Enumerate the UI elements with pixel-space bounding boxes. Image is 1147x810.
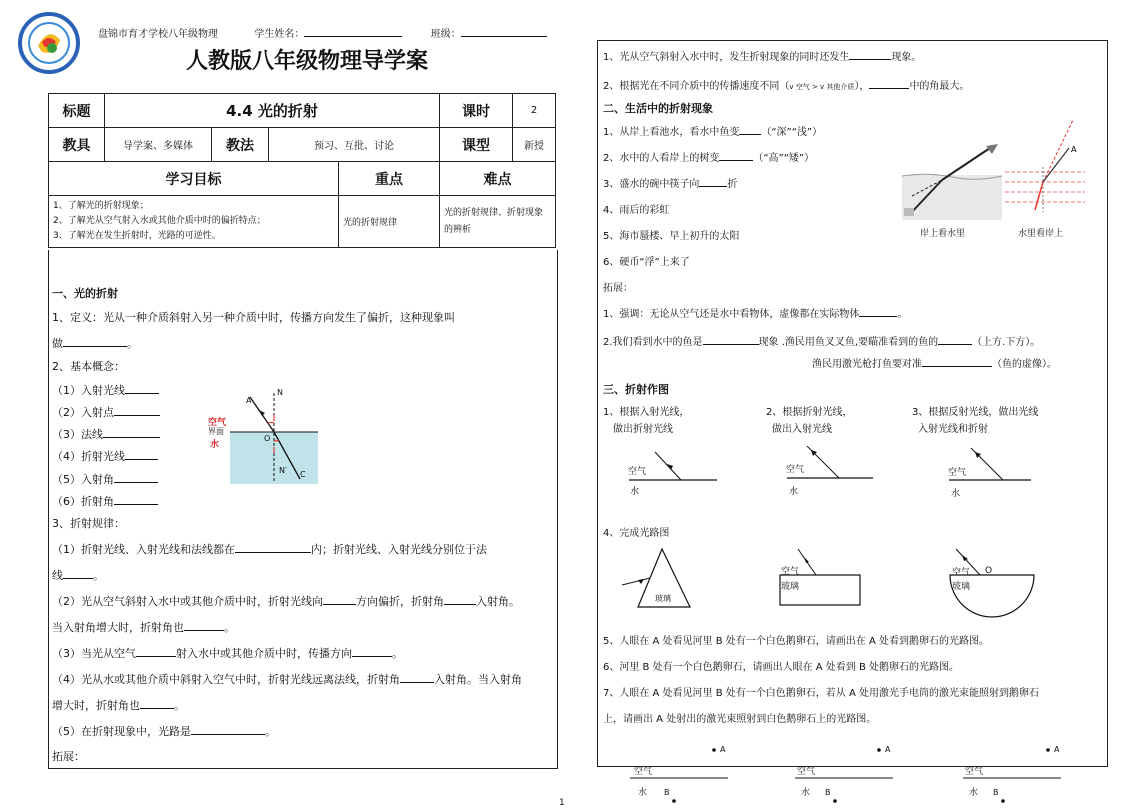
tools-value: 导学案、多媒体 — [105, 128, 212, 162]
p2-air: 空气 — [797, 767, 816, 777]
basic-concepts-title: 2、基本概念： — [52, 360, 125, 373]
definition-line: 1、定义：光从一种介质斜射入另一种介质中时，传播方向发生了偏折，这种现象叫 — [52, 311, 455, 324]
draw-1a: 1、根据入射光线， — [603, 407, 690, 418]
law1-part-c: 线 — [52, 569, 63, 582]
difficulty-header: 难点 — [440, 162, 556, 196]
section-2-title: 二、生活中的折射现象 — [603, 102, 713, 115]
definition-blank[interactable] — [63, 335, 127, 347]
svg-text:A: A — [1071, 145, 1077, 154]
goals-cell — [49, 196, 339, 248]
d3-air: 空气 — [948, 468, 967, 478]
label-type: 课型 — [440, 128, 513, 162]
law4-blank-2[interactable] — [140, 697, 174, 709]
ext3-b: （鱼的虚像）。 — [992, 359, 1057, 370]
type-value: 新授 — [513, 128, 556, 162]
fig-N-prime-label: N′ — [279, 466, 287, 475]
q7-line-2: 上，请画出 A 处射出的激光束照射到白色鹅卵石上的光路图。 — [603, 714, 877, 725]
law2-part-d: 当入射角增大时，折射角也 — [52, 621, 184, 634]
page-number: 1 — [559, 798, 565, 808]
p2-A: A — [885, 745, 891, 754]
fig-water-label: 水 — [210, 440, 220, 450]
student-name-label: 学生姓名： — [254, 29, 305, 40]
left-worksheet-box — [48, 250, 558, 769]
concept-3: （3）法线 — [52, 428, 103, 441]
p3-B: B — [993, 788, 999, 797]
q2-part-a: 2、根据光在不同介质中的传播速度不同（ — [603, 81, 790, 92]
glass-block-diagram — [778, 545, 868, 609]
ext2-blank-2[interactable] — [938, 333, 972, 345]
class-blank[interactable] — [461, 25, 547, 37]
school-logo — [18, 12, 80, 74]
concept-3-blank[interactable] — [103, 426, 160, 438]
p1-B: B — [664, 788, 670, 797]
law5-blank[interactable] — [191, 723, 265, 735]
q2-velocity-note: v 空气 > v 其他介质 — [789, 83, 855, 91]
underwater-view-figure — [1005, 112, 1085, 217]
method-value: 预习、互批、讨论 — [269, 128, 440, 162]
goals-header: 学习目标 — [49, 162, 339, 196]
p3-A: A — [1054, 745, 1060, 754]
law3-part-c: 。 — [392, 647, 403, 660]
class-label: 班级： — [430, 29, 461, 40]
q2-part-b: ）， — [854, 81, 870, 92]
d3-water: 水 — [951, 489, 961, 499]
ext1-b: 。 — [897, 309, 908, 320]
ext2-b: 现象 .渔民用鱼叉叉鱼,要瞄准看到的鱼的 — [758, 337, 939, 348]
concept-5-blank[interactable] — [114, 471, 158, 483]
fig-A-label: A — [246, 396, 252, 405]
draw-3b: 入射光线和折射 — [918, 424, 988, 435]
p1-water: 水 — [638, 788, 648, 798]
fig-interface-label: 界面 — [208, 427, 224, 436]
lesson-title: 4.4 光的折射 — [105, 94, 440, 128]
concept-2: （2）入射点 — [52, 406, 114, 419]
law1-blank-1[interactable] — [235, 541, 311, 553]
right-extension-title: 拓展： — [603, 283, 633, 294]
draw-1b: 做出折射光线 — [613, 424, 673, 435]
concept-6: （6）折射角 — [52, 495, 114, 508]
left-extension: 拓展： — [52, 750, 85, 763]
ext1-blank[interactable] — [859, 305, 897, 317]
life-3b: 折 — [727, 179, 738, 190]
law3-blank-1[interactable] — [136, 645, 176, 657]
fig-O-label: O — [264, 434, 271, 443]
life-3a: 3、盛水的碗中筷子向 — [603, 179, 700, 190]
p2-water: 水 — [801, 788, 811, 798]
p3-water: 水 — [969, 788, 979, 798]
law2-part-e: 。 — [224, 621, 235, 634]
p3-air: 空气 — [965, 767, 984, 777]
goal-2: 2、了解光从空气射入水或其他介质中时的偏折特点； — [53, 216, 266, 226]
fig-air-label: 空气 — [208, 418, 227, 428]
law-title: 3、折射规律： — [52, 517, 125, 530]
q7-line-1: 7、人眼在 A 处看见河里 B 处有一个白色鹅卵石，若从 A 处用激光手电筒的激光束能照射到鹅卵石 — [603, 688, 1039, 699]
ext2-a: 2.我们看到水中的鱼是 — [603, 337, 703, 348]
law1-part-d: 。 — [93, 569, 104, 582]
period-value: 2 — [513, 94, 556, 128]
concept-1-blank[interactable] — [125, 382, 159, 394]
law4-part-a: （4）光从水或其他介质中斜射入空气中时，折射光线远离法线，折射角 — [52, 673, 400, 686]
law5-part-a: （5）在折射现象中，光路是 — [52, 725, 191, 738]
law2-blank-2[interactable] — [444, 593, 476, 605]
law1-blank-2[interactable] — [63, 567, 93, 579]
life-1-blank[interactable] — [739, 123, 761, 135]
key-text: 光的折射规律 — [339, 196, 440, 248]
q1-part-a: 1、光从空气斜射入水中时，发生折射现象的同时还发生 — [603, 52, 850, 63]
law2-part-a: （2）光从空气斜射入水中或其他介质中时，折射光线向 — [52, 595, 323, 608]
caption-shore-view: 岸上看水里 — [920, 229, 966, 239]
life-1a: 1、从岸上看池水，看水中鱼变 — [603, 127, 740, 138]
law1-part-b: 内；折射光线、入射光线分别位于法 — [311, 543, 487, 556]
d1-air: 空气 — [628, 467, 647, 477]
law3-part-b: 射入水中或其他介质中时，传播方向 — [176, 647, 352, 660]
half-cyl-O-label: O — [985, 566, 993, 576]
q6: 6、河里 B 处有一个白色鹅卵石，请画出人眼在 A 处看到 B 处鹅卵石的光路图。 — [603, 662, 959, 673]
prism-glass-label: 玻璃 — [655, 594, 671, 603]
lesson-info-table — [48, 93, 556, 248]
label-tools: 教具 — [49, 128, 105, 162]
concept-1: （1）入射光线 — [52, 384, 125, 397]
law2-part-c: 入射角。 — [476, 595, 520, 608]
definition-prefix: 做 — [52, 337, 63, 350]
ext3-blank[interactable] — [922, 355, 992, 367]
concept-2-blank[interactable] — [114, 404, 160, 416]
p1-A: A — [720, 745, 726, 754]
concept-4-blank[interactable] — [125, 448, 158, 460]
shore-view-figure — [902, 140, 1002, 220]
life-6: 6、硬币“浮”上来了 — [603, 257, 690, 268]
half-cyl-air-label: 空气 — [952, 568, 971, 578]
concept-6-blank[interactable] — [114, 493, 158, 505]
life-2b: （“高”“矮”） — [753, 153, 815, 164]
q1-part-b: 现象。 — [891, 52, 922, 63]
life-5: 5、海市蜃楼、早上初升的太阳 — [603, 231, 740, 242]
section-3-title: 三、折射作图 — [603, 383, 669, 396]
q4-title: 4、完成光路图 — [603, 528, 670, 539]
definition-end: 。 — [127, 337, 138, 350]
caption-underwater-view: 水里看岸上 — [1018, 229, 1064, 239]
life-4: 4、雨后的彩虹 — [603, 205, 670, 216]
q5: 5、人眼在 A 处看见河里 B 处有一个白色鹅卵石，请画出在 A 处看到鹅卵石的光路图。 — [603, 636, 989, 647]
d1-water: 水 — [630, 487, 640, 497]
ext1-a: 1、强调：无论从空气还是水中看物体，虚像都在实际物体 — [603, 309, 860, 320]
law3-blank-2[interactable] — [352, 645, 392, 657]
school-name: 盘锦市育才学校八年级物理 — [98, 29, 218, 40]
concept-5: （5）入射角 — [52, 473, 114, 486]
law2-blank-1[interactable] — [323, 593, 356, 605]
p2-B: B — [825, 788, 831, 797]
law4-part-c: 增大时，折射角也 — [52, 699, 140, 712]
label-method: 教法 — [212, 128, 269, 162]
block-glass-label: 玻璃 — [781, 582, 800, 592]
section-1-title: 一、光的折射 — [52, 287, 118, 300]
law1-part-a: （1）折射光线、入射光线和法线都在 — [52, 543, 235, 556]
q2-part-c: 中的角最大。 — [909, 81, 970, 92]
concept-4: （4）折射光线 — [52, 450, 125, 463]
goal-1: 1、了解光的折射现象； — [53, 201, 149, 211]
law4-part-b: 入射角。当入射角 — [434, 673, 522, 686]
law2-part-b: 方向偏折，折射角 — [356, 595, 444, 608]
draw-2b: 做出入射光线 — [772, 424, 832, 435]
ext2-c: （上方.下方）。 — [972, 337, 1041, 348]
block-air-label: 空气 — [781, 567, 800, 577]
draw-3a: 3、根据反射光线，做出光线 — [912, 407, 1039, 418]
ext3-a: 渔民用激光枪打鱼要对准 — [812, 359, 922, 370]
student-name-blank[interactable] — [304, 25, 402, 37]
label-period: 课时 — [440, 94, 513, 128]
fig-N-label: N — [277, 388, 283, 397]
p1-air: 空气 — [634, 767, 653, 777]
life-1b: （“深”“浅”） — [761, 127, 823, 138]
goal-3: 3、了解光在发生折射时，光路的可逆性。 — [53, 231, 221, 241]
life-2a: 2、水中的人看岸上的树变 — [603, 153, 720, 164]
key-header: 重点 — [339, 162, 440, 196]
q2-blank[interactable] — [869, 77, 909, 89]
draw-2a: 2、根据折射光线， — [766, 407, 853, 418]
law2-blank-3[interactable] — [184, 619, 224, 631]
label-title: 标题 — [49, 94, 105, 128]
law4-blank-1[interactable] — [400, 671, 434, 683]
life-2-blank[interactable] — [719, 149, 753, 161]
q1-blank[interactable] — [849, 48, 891, 60]
d2-water: 水 — [789, 487, 799, 497]
difficulty-text: 光的折射规律、折射现象的辨析 — [440, 196, 556, 248]
life-3-blank[interactable] — [699, 175, 727, 187]
half-cyl-glass-label: 玻璃 — [952, 582, 971, 592]
page-title: 人教版八年级物理导学案 — [186, 49, 429, 74]
law5-part-b: 。 — [265, 725, 276, 738]
law4-part-d: 。 — [174, 699, 185, 712]
ext2-blank-1[interactable] — [703, 333, 759, 345]
d2-air: 空气 — [786, 465, 805, 475]
fig-C-label: C — [300, 470, 306, 479]
law3-part-a: （3）当光从空气 — [52, 647, 136, 660]
